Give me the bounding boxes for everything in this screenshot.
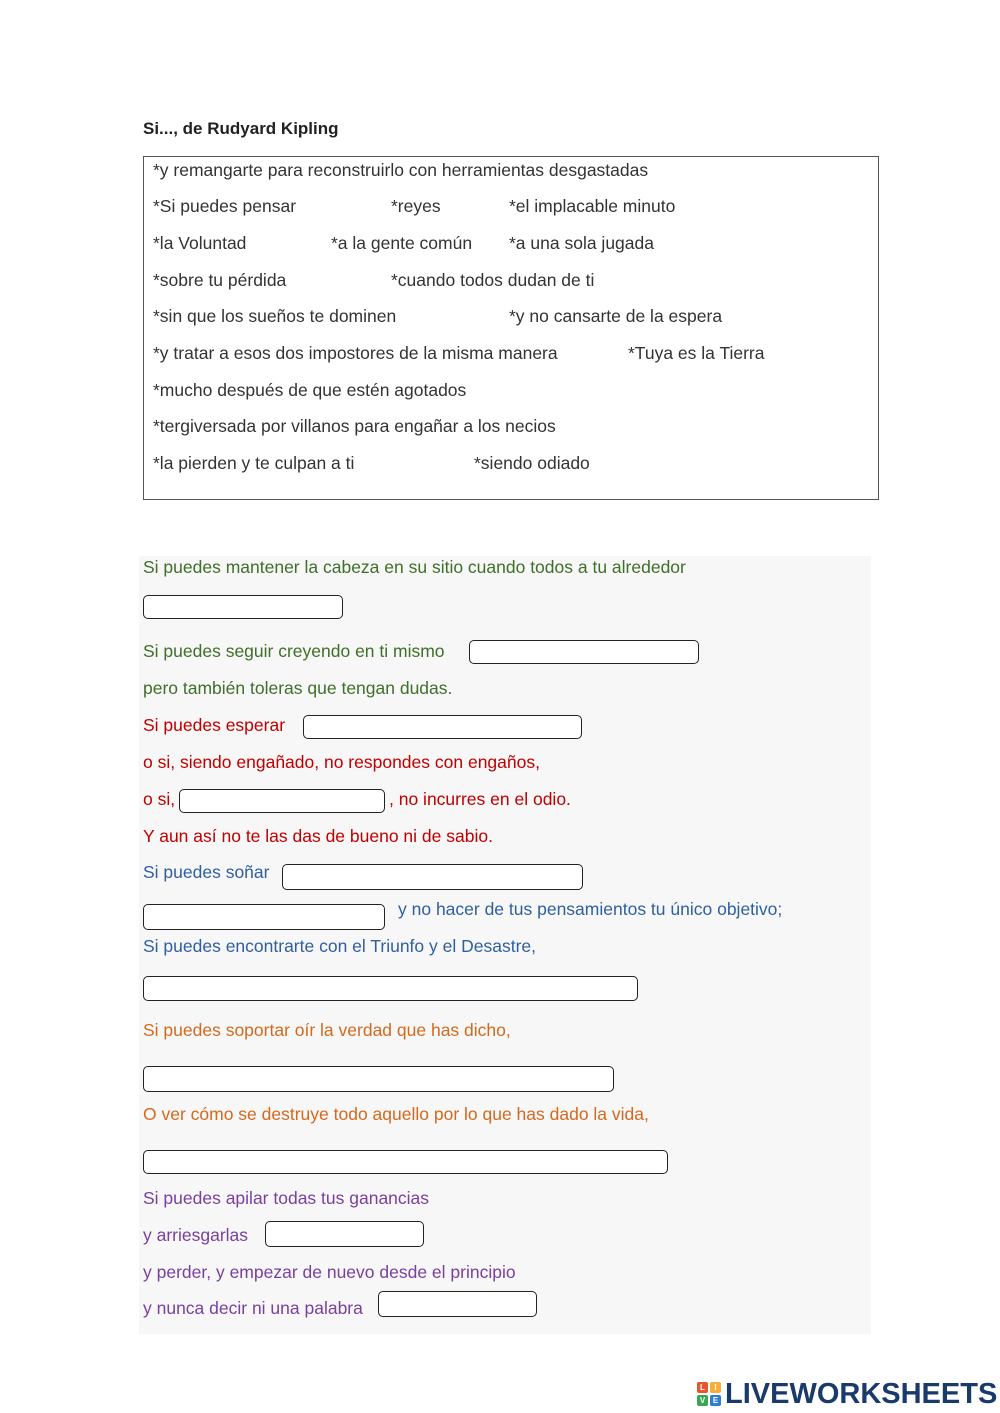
- word-bank-item: *mucho después de que estén agotados: [153, 380, 467, 400]
- word-bank-item: *a la gente común: [331, 233, 473, 253]
- answer-blank-11[interactable]: [378, 1291, 537, 1317]
- answer-blank-9[interactable]: [143, 1150, 668, 1174]
- answer-blank-2[interactable]: [469, 640, 699, 664]
- logo-mark-letter: I: [710, 1382, 721, 1393]
- poem-line: , no incurres en el odio.: [389, 789, 571, 809]
- word-bank-item: *y no cansarte de la espera: [509, 306, 723, 326]
- poem-line: o si, siendo engañado, no respondes con engaños,: [143, 752, 540, 772]
- poem-line: Si puedes esperar: [143, 715, 286, 735]
- word-bank-item: *y remangarte para reconstruirlo con herramientas desgastadas: [153, 160, 649, 180]
- logo-mark-letter: L: [697, 1382, 708, 1393]
- logo-mark-letter: V: [697, 1395, 708, 1406]
- word-bank-item: *sobre tu pérdida: [153, 270, 287, 290]
- word-bank-item: *tergiversada por villanos para engañar a los necios: [153, 416, 556, 436]
- poem-line: pero también toleras que tengan dudas.: [143, 678, 453, 698]
- poem-line: Si puedes soportar oír la verdad que has dicho,: [143, 1020, 511, 1040]
- word-bank-item: *Si puedes pensar: [153, 196, 297, 216]
- word-bank-item: *la Voluntad: [153, 233, 247, 253]
- answer-blank-4[interactable]: [179, 789, 385, 813]
- answer-blank-10[interactable]: [265, 1221, 424, 1247]
- word-bank-item: *y tratar a esos dos impostores de la misma manera: [153, 343, 558, 363]
- worksheet-title: Si..., de Rudyard Kipling: [143, 119, 339, 138]
- word-bank-item: *el implacable minuto: [509, 196, 676, 216]
- answer-blank-6[interactable]: [143, 904, 385, 930]
- word-bank-item: *cuando todos dudan de ti: [391, 270, 595, 290]
- answer-blank-5[interactable]: [282, 864, 583, 890]
- logo-text: LIVEWORKSHEETS: [725, 1377, 998, 1410]
- poem-line: O ver cómo se destruye todo aquello por lo que has dado la vida,: [143, 1104, 649, 1124]
- poem-line: y perder, y empezar de nuevo desde el principio: [143, 1262, 516, 1282]
- logo-mark-letter: E: [710, 1395, 721, 1406]
- answer-blank-8[interactable]: [143, 1066, 614, 1092]
- poem-line: y no hacer de tus pensamientos tu único objetivo;: [398, 899, 783, 919]
- word-bank-item: *la pierden y te culpan a ti: [153, 453, 355, 473]
- word-bank-item: *sin que los sueños te dominen: [153, 306, 397, 326]
- poem-line: y arriesgarlas: [143, 1225, 249, 1245]
- poem-line: o si,: [143, 789, 176, 809]
- poem-line: y nunca decir ni una palabra: [143, 1298, 363, 1318]
- word-bank-item: *reyes: [391, 196, 441, 216]
- liveworksheets-logo: [697, 1376, 997, 1412]
- word-bank-item: *a una sola jugada: [509, 233, 654, 253]
- word-bank-item: *siendo odiado: [474, 453, 590, 473]
- poem-line: Si puedes mantener la cabeza en su sitio cuando todos a tu alrededor: [143, 557, 686, 577]
- word-bank: [143, 156, 879, 500]
- answer-blank-3[interactable]: [303, 715, 582, 739]
- word-bank-item: *Tuya es la Tierra: [628, 343, 765, 363]
- poem-line: Si puedes soñar: [143, 862, 270, 882]
- answer-blank-1[interactable]: [143, 595, 343, 619]
- poem-line: Si puedes seguir creyendo en ti mismo: [143, 641, 445, 661]
- poem-line: Y aun así no te las das de bueno ni de sabio.: [143, 826, 493, 846]
- answer-blank-7[interactable]: [143, 976, 638, 1001]
- poem-line: Si puedes apilar todas tus ganancias: [143, 1188, 430, 1208]
- poem-line: Si puedes encontrarte con el Triunfo y el Desastre,: [143, 936, 536, 956]
- logo-mark-icon: [697, 1382, 721, 1406]
